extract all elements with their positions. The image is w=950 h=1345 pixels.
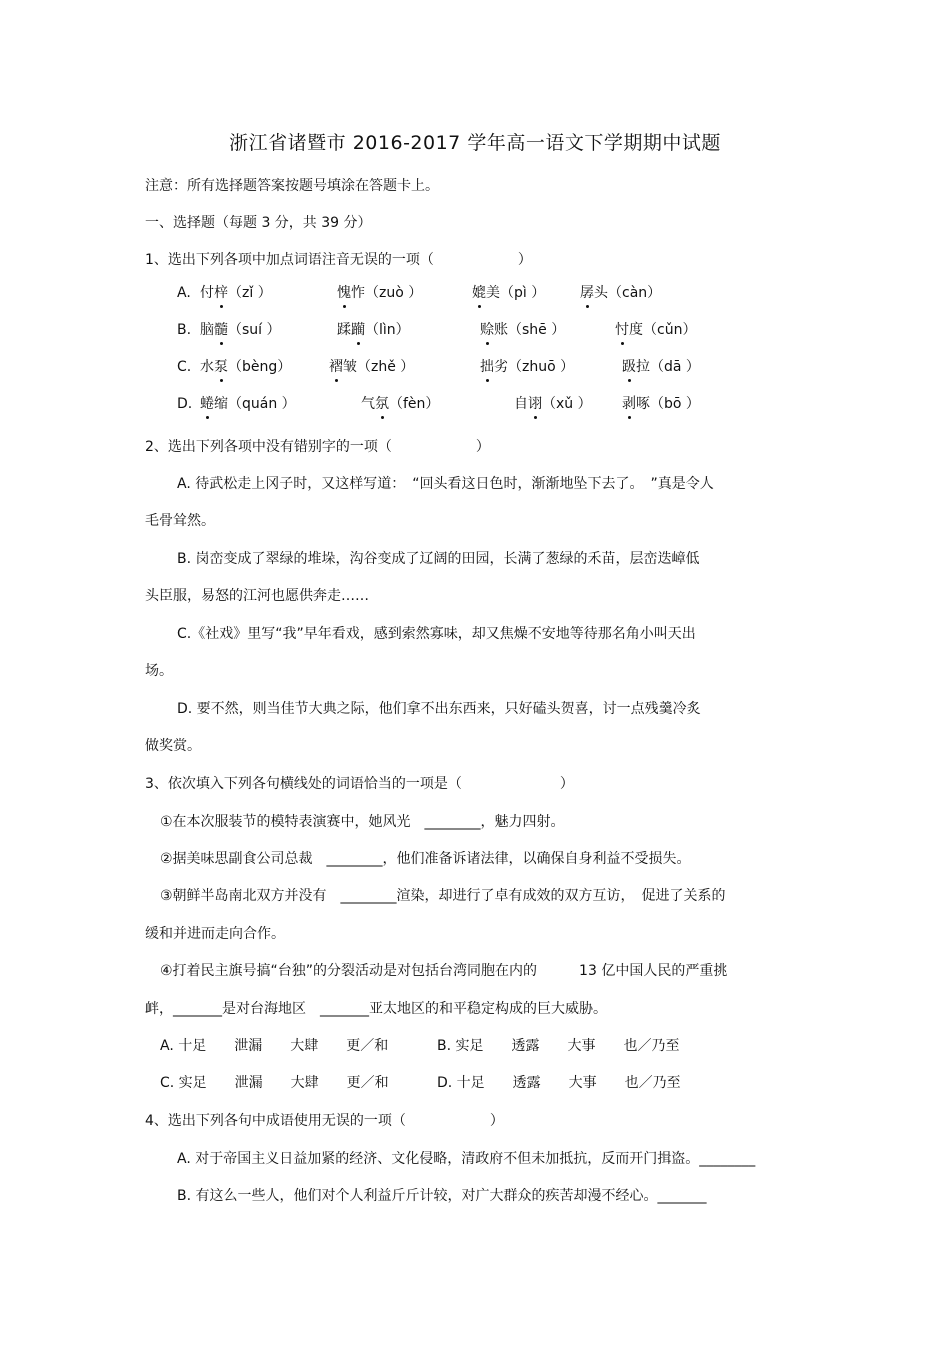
q3-sentence-4-line2: 衅，_______是对台海地区 _______亚太地区的和平稳定构成的巨大威胁。 — [145, 1001, 607, 1017]
emphasis-dot-char: 诩 — [528, 396, 542, 412]
q2-stem: 2、选出下列各项中没有错别字的一项（ ） — [145, 439, 490, 455]
notice-text: 注意：所有选择题答案按题号填涂在答题卡上。 — [145, 178, 439, 194]
q2-option-b-line2: 头臣服，易怒的江河也愿供奔走…… — [145, 588, 369, 604]
emphasis-dot-char: 褶 — [329, 359, 343, 375]
q3-sentence-4-line1: ④打着民主旗号搞“台独”的分裂活动是对包括台湾同胞在内的 13 亿中国人民的严重挑 — [160, 963, 728, 979]
q2-option-a-line1: A. 待武松走上冈子时，又这样写道： “回头看这日色时，渐渐地坠下去了。 ”真是令人 — [177, 476, 714, 492]
q1-row-c-item-4: 趿拉（dā ） — [622, 359, 700, 375]
q1-row-b-item-4: 忖度（cǔn） — [615, 322, 697, 338]
q2-option-a-line2: 毛骨耸然。 — [145, 513, 215, 529]
q1-row-a-item-2: 愧怍（zuò ） — [337, 285, 423, 301]
q3-option-b: B. 实足 透露 大事 也／乃至 — [437, 1038, 680, 1054]
q3-sentence-3-line2: 缓和并进而走向合作。 — [145, 926, 285, 942]
emphasis-dot-char: 躏 — [351, 322, 365, 338]
q1-row-b-label: B. — [177, 322, 192, 338]
q1-row-c-item-2: 褶皱（zhě ） — [329, 359, 415, 375]
emphasis-dot-char: 氛 — [375, 396, 389, 412]
section-heading: 一、选择题（每题 3 分，共 39 分） — [145, 215, 372, 231]
q1-row-a-item-4: 孱头（càn） — [580, 285, 662, 301]
q3-stem: 3、依次填入下列各句横线处的词语恰当的一项是（ ） — [145, 776, 574, 792]
q1-row-d-item-4: 剥啄（bō ） — [622, 396, 700, 412]
q1-row-b-item-3: 赊账（shē ） — [480, 322, 566, 338]
q3-option-a: A. 十足 泄漏 大肆 更／和 — [160, 1038, 389, 1054]
emphasis-dot-char: 赊 — [480, 322, 494, 338]
q1-row-d-item-2: 气氛（fèn） — [361, 396, 440, 412]
q1-row-d-item-3: 自诩（xǔ ） — [514, 396, 592, 412]
emphasis-dot-char: 拙 — [480, 359, 494, 375]
emphasis-dot-char: 蜷 — [200, 396, 214, 412]
emphasis-dot-char: 忖 — [615, 322, 629, 338]
q3-sentence-1: ①在本次服装节的模特表演赛中，她风光 ________，魅力四射。 — [160, 814, 565, 830]
page-title: 浙江省诸暨市 2016-2017 学年高一语文下学期期中试题 — [229, 132, 721, 154]
q2-option-d-line2: 做奖赏。 — [145, 738, 201, 754]
q1-row-a-item-1: 付梓（zǐ ） — [200, 285, 272, 301]
q1-row-c-label: C. — [177, 359, 192, 375]
emphasis-dot-char: 趿 — [622, 359, 636, 375]
emphasis-dot-char: 梓 — [214, 285, 228, 301]
q1-row-a-label: A. — [177, 285, 191, 301]
q2-option-d-line1: D. 要不然，则当佳节大典之际，他们拿不出东西来，只好磕头贺喜，讨一点残羹冷炙 — [177, 701, 701, 717]
q1-row-d-item-1: 蜷缩（quán ） — [200, 396, 296, 412]
q4-option-b: B. 有这么一些人，他们对个人利益斤斤计较，对广大群众的疾苦却漫不经心。_______ — [177, 1188, 707, 1204]
emphasis-dot-char: 剥 — [622, 396, 636, 412]
q2-option-c-line1: C.《社戏》里写“我”早年看戏，感到索然寡味，却又焦燥不安地等待那名角小叫天出 — [177, 626, 696, 642]
q3-option-c: C. 实足 泄漏 大肆 更／和 — [160, 1075, 389, 1091]
q3-sentence-3-line1: ③朝鲜半岛南北双方并没有 ________渲染，却进行了卓有成效的双方互访， 促进了关系的 — [160, 888, 726, 904]
q4-option-a: A. 对于帝国主义日益加紧的经济、文化侵略，清政府不但未加抵抗，反而开门揖盗。________ — [177, 1151, 756, 1167]
emphasis-dot-char: 孱 — [580, 285, 594, 301]
q1-row-b-item-2: 蹂躏（lìn） — [337, 322, 410, 338]
q2-option-b-line1: B. 岗峦变成了翠绿的堆垛，沟谷变成了辽阔的田园，长满了葱绿的禾苗，层峦迭嶂低 — [177, 551, 700, 567]
emphasis-dot-char: 愧 — [337, 285, 351, 301]
q1-stem: 1、选出下列各项中加点词语注音无误的一项（ ） — [145, 252, 532, 268]
q2-option-c-line2: 场。 — [145, 663, 173, 679]
q1-row-c-item-3: 拙劣（zhuō ） — [480, 359, 575, 375]
q3-option-d: D. 十足 透露 大事 也／乃至 — [437, 1075, 681, 1091]
q4-stem: 4、选出下列各句中成语使用无误的一项（ ） — [145, 1113, 504, 1129]
emphasis-dot-char: 媲 — [472, 285, 486, 301]
q1-row-b-item-1: 脑髓（suí ） — [200, 322, 281, 338]
emphasis-dot-char: 髓 — [214, 322, 228, 338]
q3-sentence-2: ②据美味思副食公司总裁 ________，他们准备诉诸法律，以确保自身利益不受损失。 — [160, 851, 691, 867]
q1-row-d-label: D. — [177, 396, 193, 412]
q1-row-a-item-3: 媲美（pì ） — [472, 285, 546, 301]
q1-row-c-item-1: 水泵（bèng） — [200, 359, 292, 375]
emphasis-dot-char: 泵 — [214, 359, 228, 375]
